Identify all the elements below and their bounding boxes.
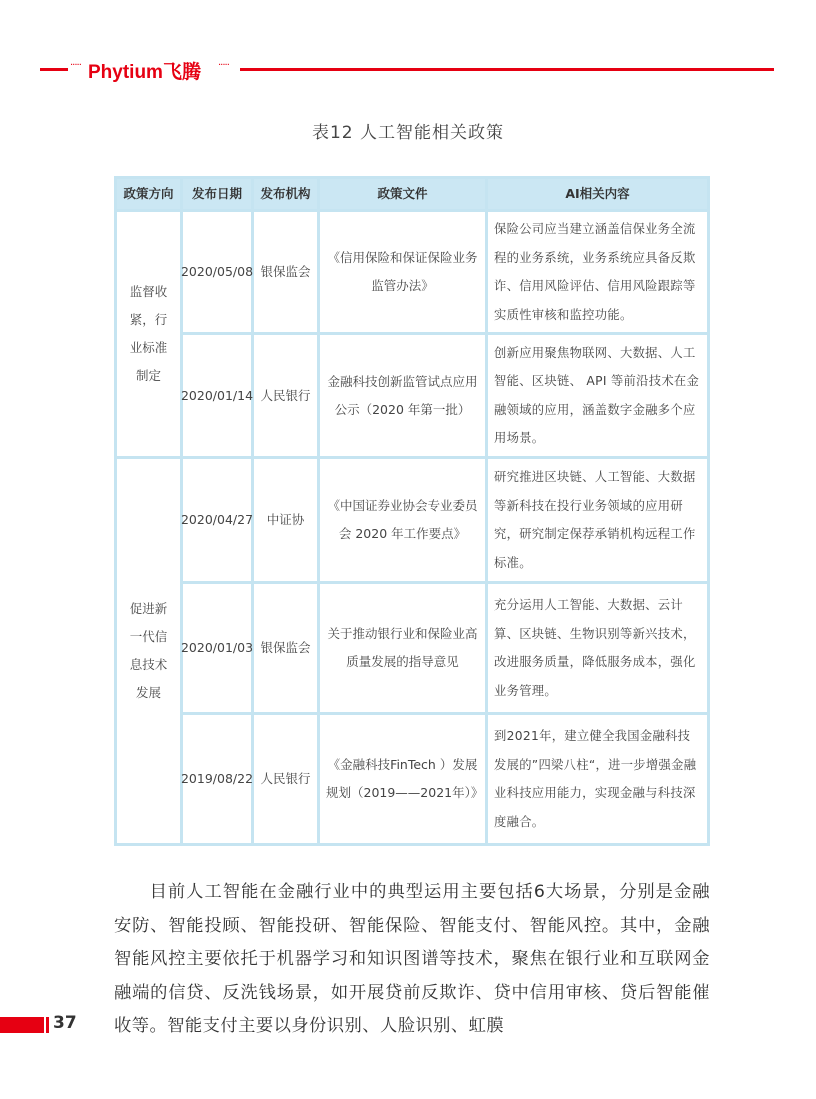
date-cell: 2020/05/08 bbox=[183, 212, 251, 332]
document-cell: 关于推动银行业和保险业高质量发展的指导意见 bbox=[320, 584, 485, 712]
header-rule-right bbox=[240, 68, 774, 71]
content-cell: 到2021年，建立健全我国金融科技发展的”四梁八柱“，进一步增强金融业科技应用能力，实现金融与科技深度融合。 bbox=[488, 715, 707, 843]
page-number-bar bbox=[0, 1017, 44, 1033]
content-cell: 研究推进区块链、人工智能、大数据等新科技在投行业务领域的应用研究，研究制定保荐承销机构远程工作标准。 bbox=[488, 459, 707, 581]
content-cell: 充分运用人工智能、大数据、云计算、区块链、生物识别等新兴技术，改进服务质量，降低服务成本，强化业务管理。 bbox=[488, 584, 707, 712]
document-cell: 《信用保险和保证保险业务监管办法》 bbox=[320, 212, 485, 332]
date-cell: 2020/04/27 bbox=[183, 459, 251, 581]
content-cell: 保险公司应当建立涵盖信保业务全流程的业务系统，业务系统应具备反欺诈、信用风险评估、信用风险跟踪等实质性审核和监控功能。 bbox=[488, 212, 707, 332]
header-dots-left: ····· bbox=[70, 60, 81, 71]
agency-cell: 银保监会 bbox=[254, 584, 317, 712]
document-cell: 《金融科技FinTech ）发展规划（2019——2021年）》 bbox=[320, 715, 485, 843]
page-number-tick bbox=[46, 1017, 49, 1033]
header-rule-left bbox=[40, 68, 68, 71]
phytium-logo: Phytium飞腾 bbox=[88, 62, 201, 83]
content-cell: 创新应用聚焦物联网、大数据、人工智能、区块链、 API 等前沿技术在金融领域的应用，涵盖数字金融多个应用场景。 bbox=[488, 335, 707, 456]
header-cell-date: 发布日期 bbox=[183, 179, 251, 209]
agency-cell: 中证协 bbox=[254, 459, 317, 581]
document-cell: 金融科技创新监管试点应用公示（2020 年第一批） bbox=[320, 335, 485, 456]
body-paragraph-text: 目前人工智能在金融行业中的典型运用主要包括6大场景，分别是金融安防、智能投顾、智能投研、智能保险、智能支付、智能风控。其中，金融智能风控主要依托于机器学习和知识图谱等技术，聚焦在银行业和互联网金融端的信贷、反洗钱场景，如开展贷前反欺诈、贷中信用审核、贷后智能催收等。智能支付主要以身份识别、人脸识别、虹膜 bbox=[114, 882, 710, 1036]
date-cell: 2020/01/03 bbox=[183, 584, 251, 712]
date-cell: 2019/08/22 bbox=[183, 715, 251, 843]
header-cell-document: 政策文件 bbox=[320, 179, 485, 209]
table-caption: 表12 人工智能相关政策 bbox=[311, 123, 505, 143]
date-cell: 2020/01/14 bbox=[183, 335, 251, 456]
agency-cell: 银保监会 bbox=[254, 212, 317, 332]
page-header bbox=[0, 56, 816, 86]
direction-cell: 促进新一代信息技术发展 bbox=[117, 459, 180, 843]
header-dots-right: ····· bbox=[218, 60, 229, 71]
page-number: 37 bbox=[53, 1013, 77, 1033]
header-cell-ai-content: AI相关内容 bbox=[488, 179, 707, 209]
body-paragraph bbox=[114, 876, 710, 1044]
header-cell-agency: 发布机构 bbox=[254, 179, 317, 209]
direction-cell: 监督收紧，行业标准制定 bbox=[117, 212, 180, 456]
agency-cell: 人民银行 bbox=[254, 335, 317, 456]
policy-table bbox=[114, 176, 710, 846]
agency-cell: 人民银行 bbox=[254, 715, 317, 843]
header-cell-direction: 政策方向 bbox=[117, 179, 180, 209]
document-cell: 《中国证券业协会专业委员会 2020 年工作要点》 bbox=[320, 459, 485, 581]
